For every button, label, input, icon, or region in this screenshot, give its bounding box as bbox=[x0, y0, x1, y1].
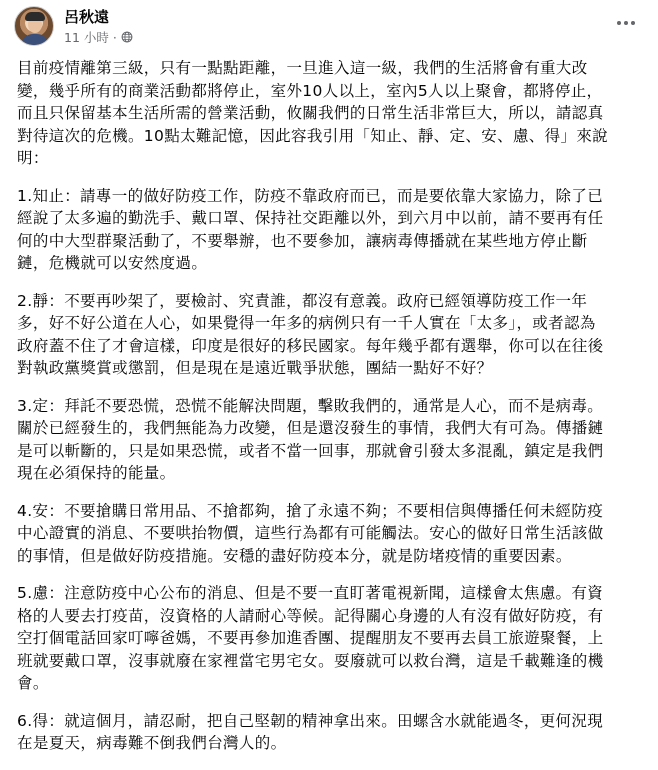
avatar-hair bbox=[25, 12, 45, 21]
post-timestamp[interactable]: 11 小時 bbox=[64, 30, 109, 45]
post-header bbox=[14, 6, 644, 45]
globe-icon[interactable] bbox=[121, 31, 133, 43]
post-body bbox=[17, 57, 649, 770]
post-paragraph: 2.靜：不要再吵架了，要檢討、究責誰，都沒有意義。政府已經領導防疫工作一年 多，好不好公道在人心，如果覺得一年多的病例只有一千人實在「太多」，或者認為 政府蓋不住了才會這樣，印度是很好的移民國家。每年幾乎都有選舉，你可以在往後 對執政黨獎賞或懲罰，但是現在是遠近戰爭狀態，團結一點好不好？ bbox=[17, 291, 604, 377]
post-meta bbox=[64, 28, 133, 46]
post-paragraph: 4.安：不要搶購日常用品、不搶都夠，搶了永遠不夠；不要相信與傳播任何未經防疫 中心證實的消息、不要哄抬物價，這些行為都有可能觸法。安心的做好日常生活該做 的事情，但是做好防疫措施。安穩的盡好防疫本分，就是防堵疫情的重要因素。 bbox=[17, 501, 604, 565]
post-paragraph: 1.知止：請專一的做好防疫工作，防疫不靠政府而已，而是要依靠大家協力，除了已 經說了太多遍的勤洗手、戴口罩、保持社交距離以外，到六月中以前，請不要再有任 何的中大型群聚活動了，不要舉辦，也不要參加，讓病毒傳播就在某些地方停止斷 鏈，危機就可以安然度過。 bbox=[17, 186, 604, 272]
post-paragraph: 目前疫情離第三級，只有一點點距離，一旦進入這一級，我們的生活將會有重大改 變，幾乎所有的商業活動都將停止，室外10人以上，室內5人以上聚會，都將停止， 而且只保留基本生活所需的營業活動，攸關我們的日常生活非常巨大，所以，請認真 對待這次的危機。10點太難記憶，因此容我引用「知止、靜、定、安、慮、得」來說 明： bbox=[17, 59, 609, 167]
author-avatar[interactable] bbox=[14, 6, 54, 46]
post-paragraph: 5.慮：注意防疫中心公布的消息、但是不要一直盯著電視新聞，這樣會太焦慮。有資 格的人要去打疫苗，沒資格的人請耐心等候。記得關心身邊的人有沒有做好防疫，有 空打個電話回家叮嚀爸媽，不要再參加進香團、提醒朋友不要再去員工旅遊聚餐，上 班就要戴口罩，沒事就廢在家裡當宅男宅女。耍廢就可以救台灣，這是千載難逢的機 會。 bbox=[17, 584, 604, 692]
post-paragraph: 3.定：拜託不要恐慌，恐慌不能解決問題，擊敗我們的，通常是人心，而不是病毒。 關於已經發生的，我們無能為力改變，但是還沒發生的事情，我們大有可為。傳播鏈 是可以斬斷的，只是如果恐慌，或者不當一回事，那就會引發太多混亂，鎮定是我們 現在必須保持的能量。 bbox=[17, 396, 604, 482]
meta-separator: · bbox=[112, 29, 117, 45]
post-paragraph: 6.得：就這個月，請忍耐，把自己堅韌的精神拿出來。田螺含水就能過冬，更何況現 在是夏天，病毒難不倒我們台灣人的。 bbox=[17, 711, 604, 752]
more-horizontal-icon bbox=[617, 21, 635, 25]
avatar-shirt bbox=[21, 34, 49, 46]
author-name[interactable]: 呂秋遠 bbox=[64, 8, 110, 26]
more-options-button[interactable] bbox=[608, 8, 644, 38]
